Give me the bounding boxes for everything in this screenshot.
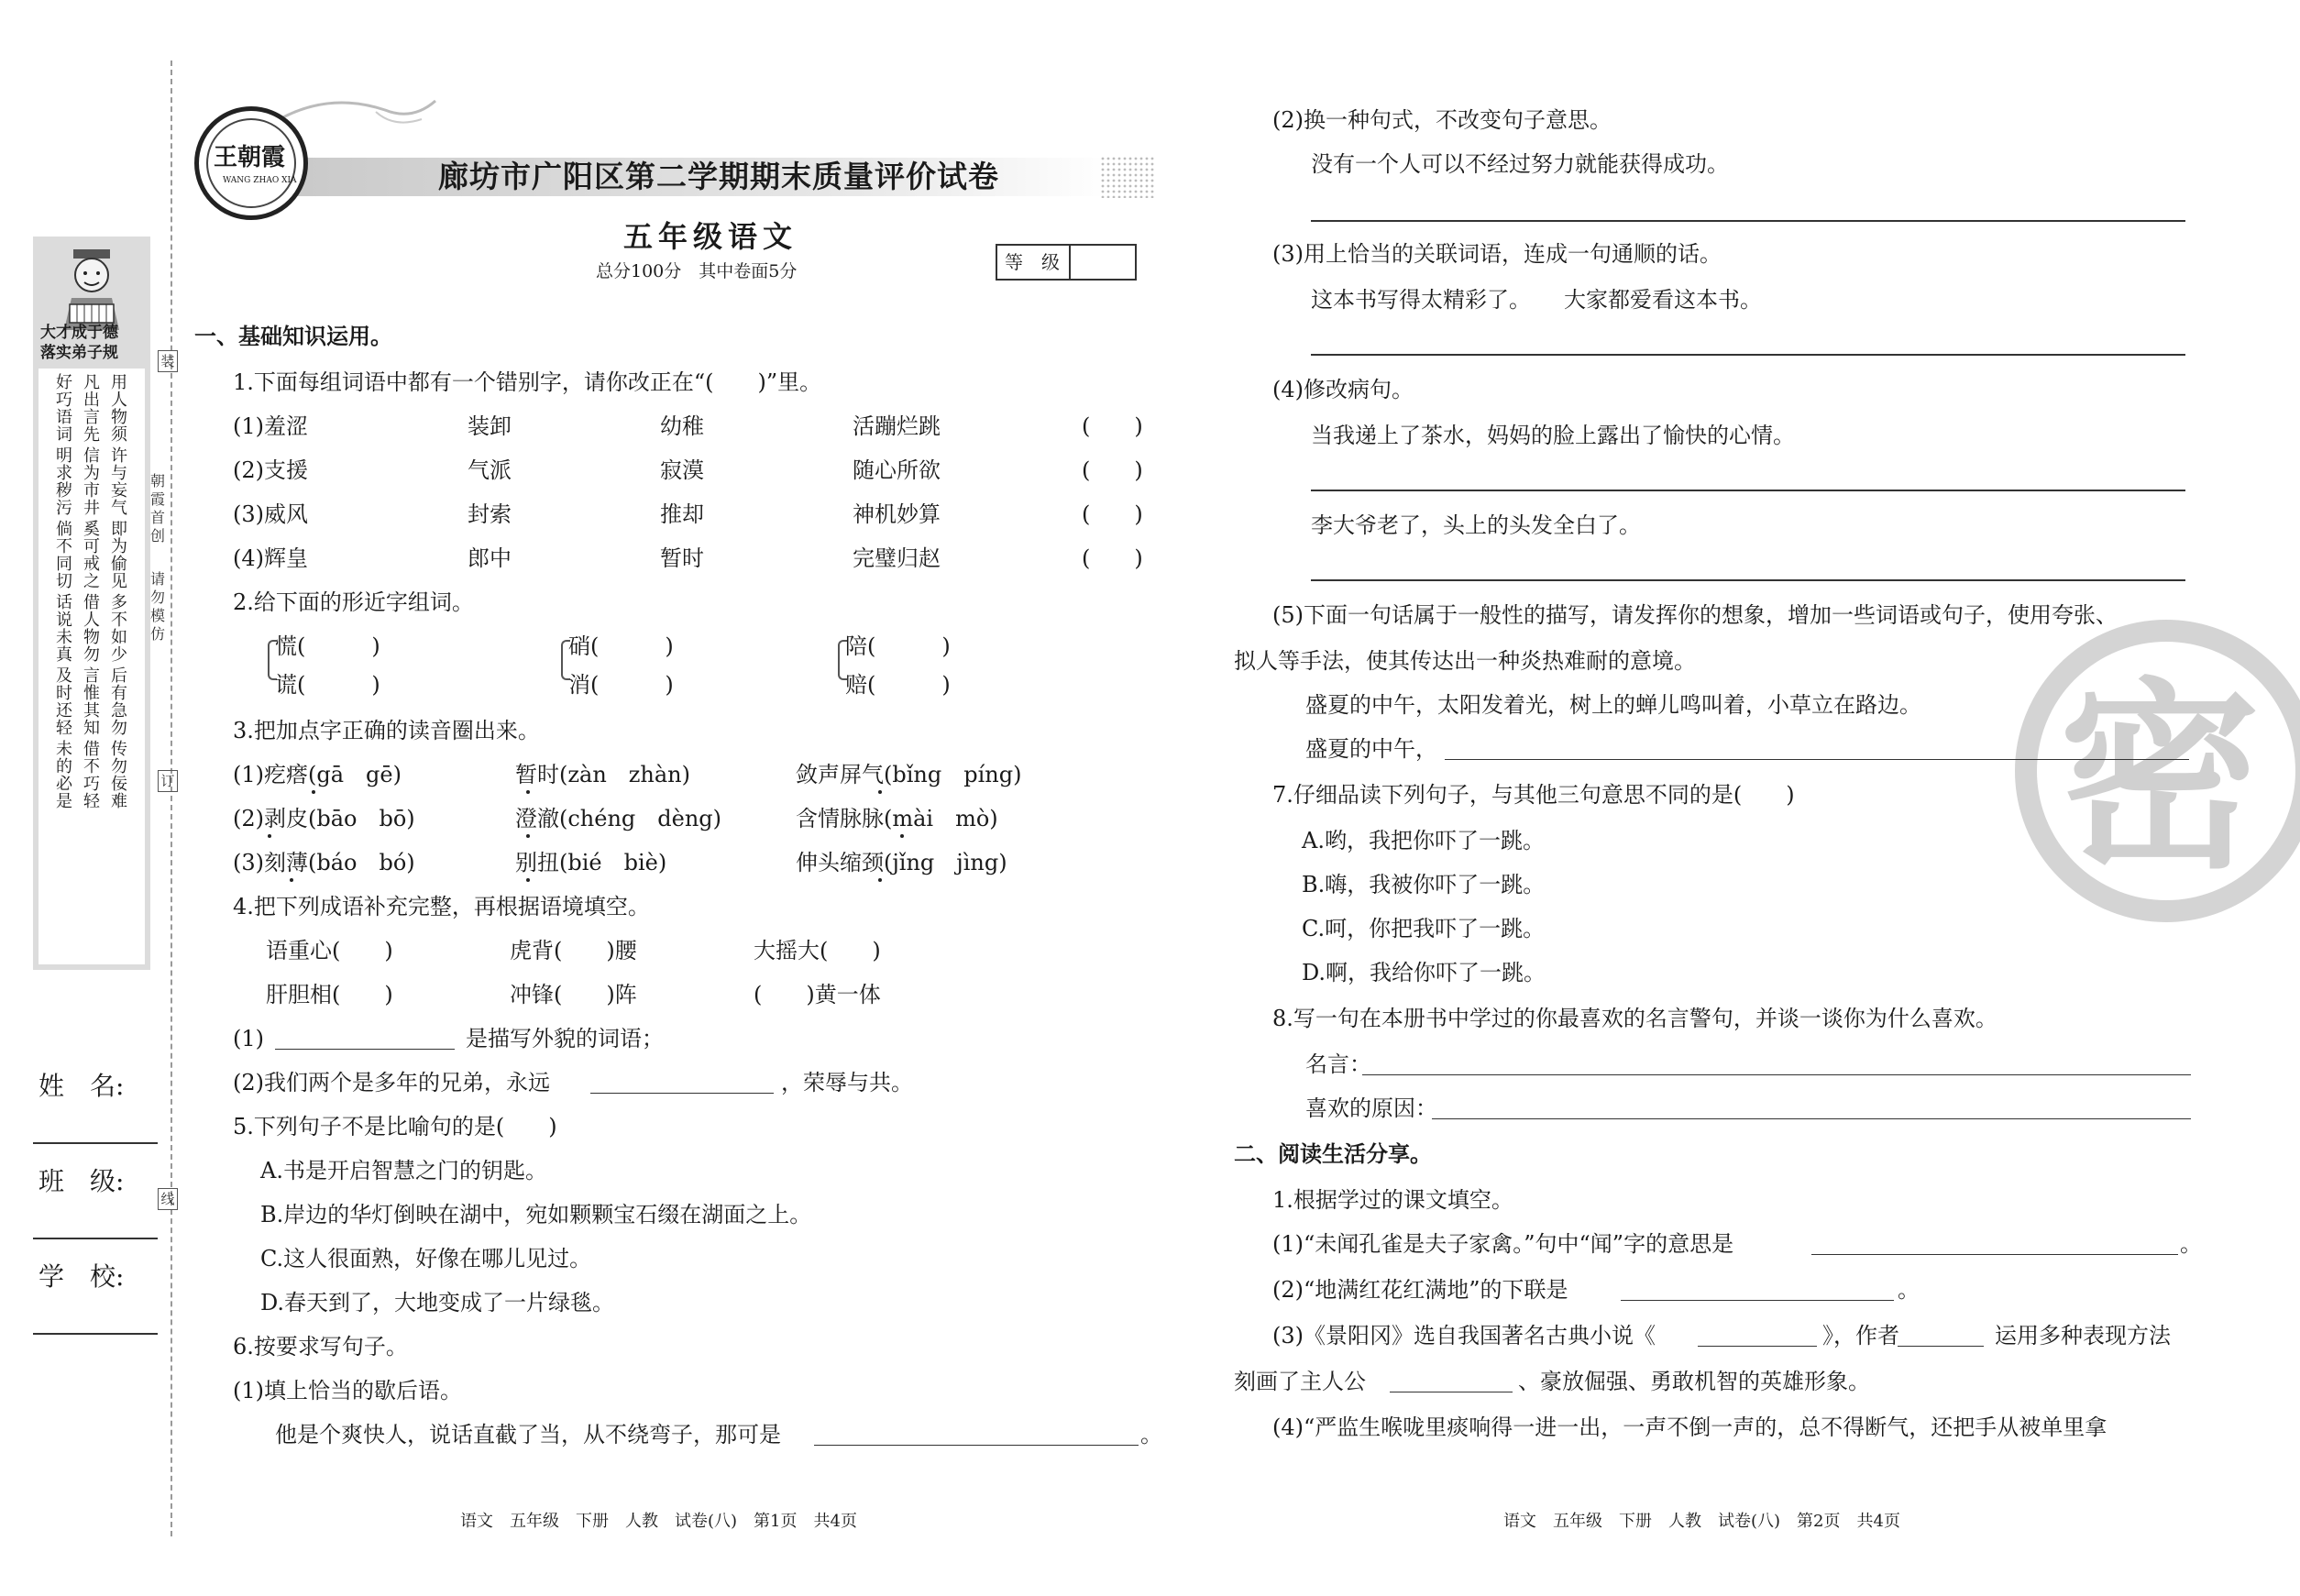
- section1-heading: 一、基础知识运用。: [194, 323, 392, 349]
- q6-4-answer-line-b[interactable]: [1311, 579, 2185, 581]
- emphasis-dot: [878, 790, 882, 794]
- dizigui-col: 好巧语词: [56, 373, 72, 445]
- r1-3-line2-prefix: 刻画了主人公: [1234, 1369, 1366, 1394]
- emphasis-dot: [526, 834, 530, 838]
- q1-item: 随心所欲: [853, 457, 941, 483]
- question-4: 4.把下列成语补充完整，再根据语境填空。: [233, 894, 650, 919]
- r1-3-author-blank[interactable]: [1898, 1346, 1984, 1347]
- q6-5-answer-line[interactable]: [1445, 759, 2189, 760]
- r1-3-tail: 运用多种表现方法: [1995, 1323, 2171, 1348]
- q3-item[interactable]: (1)疙瘩(gā gē): [233, 762, 402, 787]
- motto-line-2: 落实弟子规: [40, 344, 118, 362]
- q3-item[interactable]: (2)剥皮(bāo bō): [233, 806, 415, 831]
- dizigui-col: 借不巧轻: [83, 740, 100, 811]
- vertical-tag-2: 请勿模仿: [149, 570, 165, 643]
- q1-item: (1)羞涩: [233, 413, 308, 439]
- r1-2-end: 。: [1898, 1277, 1920, 1303]
- dizigui-col: 未的必是: [56, 740, 72, 811]
- name-label: 姓 名:: [39, 1071, 125, 1101]
- q4-idiom[interactable]: 冲锋( )阵: [510, 982, 637, 1007]
- dizigui-col: 传勿佞难: [111, 740, 127, 811]
- q6-5-sentence: 盛夏的中午，太阳发着光，树上的蝉儿鸣叫着，小草立在路边。: [1305, 692, 1921, 718]
- q5-option-a[interactable]: A.书是开启智慧之门的钥匙。: [260, 1158, 547, 1183]
- q4-idiom[interactable]: 肝胆相( ): [266, 982, 393, 1007]
- score-info: 总分100分 其中卷面5分: [596, 261, 798, 281]
- q6-2-prompt: (2)换一种句式，不改变句子意思。: [1272, 107, 1612, 133]
- q2-item[interactable]: 硝( ): [568, 633, 674, 659]
- q7-option-b[interactable]: B.嗨，我被你吓了一跳。: [1302, 872, 1546, 897]
- emphasis-dot: [526, 790, 530, 794]
- q7-option-a[interactable]: A.哟，我把你吓了一跳。: [1302, 828, 1545, 853]
- page-footer-left: 语文 五年级 下册 人教 试卷(八) 第1页 共4页: [460, 1512, 857, 1531]
- q6-5-prompt-a: (5)下面一句话属于一般性的描写，请发挥你的想象，增加一些词语或句子，使用夸张、: [1272, 602, 2118, 628]
- q6-4-prompt: (4)修改病句。: [1272, 377, 1414, 402]
- q1-answer-blank[interactable]: ( ): [1082, 413, 1143, 439]
- logo-subtext: WANG ZHAO XIA: [223, 176, 297, 185]
- q6-4-answer-line-a[interactable]: [1311, 490, 2185, 491]
- cut-mark-zhuang: 装: [158, 350, 178, 372]
- seal-char: 密: [2059, 658, 2261, 896]
- question-8: 8.写一句在本册书中学过的你最喜欢的名言警句，并谈一谈你为什么喜欢。: [1272, 1006, 1997, 1031]
- r1-3-author-label: 》，作者: [1822, 1323, 1899, 1348]
- q6-5-prompt-b: 拟人等手法，使其传达出一种炎热难耐的意境。: [1234, 648, 1696, 674]
- q6-1-end: 。: [1140, 1422, 1162, 1447]
- school-label: 学 校:: [39, 1261, 125, 1292]
- scholar-illustration-icon: [55, 248, 128, 332]
- q4-1-suffix: 是描写外貌的词语；: [466, 1026, 664, 1051]
- q1-answer-blank[interactable]: ( ): [1082, 545, 1143, 571]
- q8-quote-line[interactable]: [1362, 1074, 2191, 1075]
- emphasis-dot: [290, 878, 293, 882]
- emphasis-dot: [312, 790, 315, 794]
- q6-4-sentence-a: 当我递上了茶水，妈妈的脸上露出了愉快的心情。: [1311, 423, 1795, 448]
- q3-item[interactable]: 澄澈(chéng dèng): [515, 806, 722, 831]
- q4-2-blank[interactable]: [590, 1093, 774, 1094]
- q1-item: 暂时: [660, 545, 704, 571]
- class-field[interactable]: [33, 1238, 158, 1239]
- cut-mark-xian: 线: [158, 1188, 178, 1210]
- q1-item: 装卸: [468, 413, 512, 439]
- banner-pattern-icon: [1100, 156, 1155, 198]
- q6-1-prompt: (1)填上恰当的歇后语。: [233, 1378, 462, 1403]
- q2-item[interactable]: 慌( ): [275, 633, 380, 659]
- dizigui-col: 即为偷见: [111, 520, 127, 591]
- dizigui-col: 言惟其知: [83, 666, 100, 738]
- grade-box: [996, 244, 1137, 281]
- brand-logo-icon: [194, 106, 308, 220]
- q3-item[interactable]: 别扭(bié biè): [515, 850, 667, 875]
- emphasis-dot: [268, 834, 271, 838]
- q3-item[interactable]: 伸头缩颈(jǐng jìng): [796, 850, 1007, 875]
- dizigui-col: 明求秽污: [56, 446, 72, 518]
- q3-item[interactable]: 暂时(zàn zhàn): [515, 762, 691, 787]
- q1-item: 寂漠: [660, 457, 704, 483]
- q1-item: (4)辉皇: [233, 545, 308, 571]
- emphasis-dot: [526, 878, 530, 882]
- dizigui-col: 及时还轻: [56, 666, 72, 738]
- q6-3-prompt: (3)用上恰当的关联词语，连成一句通顺的话。: [1272, 241, 1722, 267]
- q6-1-sentence: 他是个爽快人，说话直截了当，从不绕弯子，那可是: [275, 1422, 781, 1447]
- q1-item: 封索: [468, 501, 512, 527]
- cut-mark-ding: 订: [158, 770, 178, 792]
- q1-answer-blank[interactable]: ( ): [1082, 501, 1143, 527]
- dizigui-col: 后有急勿: [111, 666, 127, 738]
- q4-idiom[interactable]: 语重心( ): [266, 938, 393, 963]
- r1-3-prefix: (3)《景阳冈》选自我国著名古典小说《: [1272, 1323, 1656, 1348]
- q1-item: (3)威风: [233, 501, 308, 527]
- exam-title: 廊坊市广阳区第二学期期末质量评价试卷: [438, 159, 999, 194]
- question-2: 2.给下面的形近字组词。: [233, 589, 474, 615]
- q3-item[interactable]: 含情脉脉(mài mò): [796, 806, 998, 831]
- r1-1-prefix: (1)“未闻孔雀是夫子家禽。”句中“闻”字的意思是: [1272, 1231, 1734, 1257]
- grade-field[interactable]: [1071, 246, 1135, 279]
- q4-idiom[interactable]: 虎背( )腰: [510, 938, 637, 963]
- question-1: 1.下面每组词语中都有一个错别字，请你改正在“( )”里。: [233, 369, 822, 395]
- r1-3-line2-suffix: 、豪放倔强、勇敢机智的英雄形象。: [1518, 1369, 1870, 1394]
- r1-1-blank[interactable]: [1811, 1254, 2178, 1255]
- dizigui-col: 用人物须: [111, 373, 127, 445]
- question-3: 3.把加点字正确的读音圈出来。: [233, 718, 540, 743]
- q7-option-d[interactable]: D.啊，我给你吓了一跳。: [1302, 960, 1546, 985]
- q4-2-suffix: ，荣辱与共。: [781, 1070, 913, 1095]
- section2-heading: 二、阅读生活分享。: [1234, 1140, 1432, 1167]
- q4-1-blank[interactable]: [275, 1049, 455, 1050]
- dizigui-col: 凡出言先: [83, 373, 100, 445]
- r1-1-end: 。: [2180, 1231, 2202, 1257]
- q6-2-answer-line[interactable]: [1311, 220, 2185, 222]
- q6-2-sentence: 没有一个人可以不经过努力就能获得成功。: [1311, 151, 1729, 177]
- r1-4-text: (4)“严监生喉咙里痰响得一进一出，一声不倒一声的，总不得断气，还把手从被单里拿: [1272, 1414, 2107, 1440]
- q1-item: 完璧归赵: [853, 545, 941, 571]
- school-field[interactable]: [33, 1333, 158, 1335]
- q1-item: 神机妙算: [853, 501, 941, 527]
- motto-line-1: 大才成于德: [40, 324, 118, 342]
- sidebar-motto-box: [33, 237, 150, 970]
- q5-option-d[interactable]: D.春天到了，大地变成了一片绿毯。: [260, 1290, 615, 1315]
- logo-text: 王朝霞: [214, 144, 286, 171]
- q4-idiom[interactable]: ( )黄一体: [754, 982, 881, 1007]
- q1-answer-blank[interactable]: ( ): [1082, 457, 1143, 483]
- ribbon-ornament-icon: [275, 92, 440, 128]
- q2-item[interactable]: 赔( ): [845, 672, 951, 698]
- q1-item: 郎中: [468, 545, 512, 571]
- cut-line: [171, 61, 172, 1536]
- dizigui-col: 奚可戒之: [83, 520, 100, 591]
- q2-item[interactable]: 消( ): [568, 672, 674, 698]
- q6-4-sentence-b: 李大爷老了，头上的头发全白了。: [1311, 512, 1641, 538]
- q3-item[interactable]: (3)刻薄(báo bó): [233, 850, 415, 875]
- q2-item[interactable]: 谎( ): [275, 672, 380, 698]
- q1-item: (2)支援: [233, 457, 308, 483]
- q3-item[interactable]: 敛声屏气(bǐng píng): [796, 762, 1022, 787]
- subject-title: 五年级语文: [623, 219, 798, 254]
- question-6: 6.按要求写句子。: [233, 1334, 408, 1359]
- emphasis-dot: [900, 834, 904, 838]
- q6-1-blank[interactable]: [814, 1445, 1139, 1446]
- q5-option-b[interactable]: B.岸边的华灯倒映在湖中，宛如颗颗宝石缀在湖面之上。: [260, 1202, 812, 1227]
- r1-2-blank[interactable]: [1621, 1300, 1894, 1301]
- q6-5-start: 盛夏的中午，: [1305, 736, 1437, 762]
- q4-2-prefix: (2)我们两个是多年的兄弟，永远: [233, 1070, 550, 1095]
- dizigui-col: 倘不同切: [56, 520, 72, 591]
- q1-item: 活蹦烂跳: [853, 413, 941, 439]
- reading-q1: 1.根据学过的课文填空。: [1272, 1187, 1513, 1213]
- grade-label: 等 级: [1005, 251, 1060, 273]
- class-label: 班 级:: [39, 1166, 125, 1196]
- r1-2-prefix: (2)“地满红花红满地”的下联是: [1272, 1277, 1568, 1303]
- q7-option-c[interactable]: C.呵，你把我吓了一跳。: [1302, 916, 1546, 941]
- question-7: 7.仔细品读下列句子，与其他三句意思不同的是( ): [1272, 782, 1795, 808]
- dizigui-col: 信为市井: [83, 446, 100, 518]
- dizigui-col: 话说未真: [56, 593, 72, 665]
- q6-3-sentence: 这本书写得太精彩了。 大家都爱看这本书。: [1311, 287, 1762, 313]
- question-5: 5.下列句子不是比喻句的是( ): [233, 1114, 557, 1139]
- page-footer-right: 语文 五年级 下册 人教 试卷(八) 第2页 共4页: [1503, 1512, 1900, 1531]
- dizigui-col: 借人物勿: [83, 593, 100, 665]
- q1-item: 幼稚: [660, 413, 704, 439]
- q1-item: 气派: [468, 457, 512, 483]
- confidential-seal-icon: [2015, 620, 2300, 922]
- q8-quote-label: 名言：: [1305, 1051, 1371, 1077]
- r1-3-book-blank[interactable]: [1698, 1346, 1817, 1347]
- q4-1-prefix: (1): [233, 1026, 264, 1051]
- q6-3-answer-line[interactable]: [1311, 354, 2185, 356]
- q5-option-c[interactable]: C.这人很面熟，好像在哪儿见过。: [260, 1246, 592, 1271]
- name-field[interactable]: [33, 1142, 158, 1144]
- q8-reason-label: 喜欢的原因：: [1305, 1095, 1437, 1121]
- dizigui-col: 许与妄气: [111, 446, 127, 518]
- dizigui-col: 多不如少: [111, 593, 127, 665]
- q2-item[interactable]: 陪( ): [845, 633, 951, 659]
- q1-item: 推却: [660, 501, 704, 527]
- q8-reason-line[interactable]: [1432, 1118, 2191, 1119]
- q4-idiom[interactable]: 大摇大( ): [754, 938, 881, 963]
- vertical-tag-1: 朝霞首创: [149, 472, 165, 545]
- emphasis-dot: [878, 878, 882, 882]
